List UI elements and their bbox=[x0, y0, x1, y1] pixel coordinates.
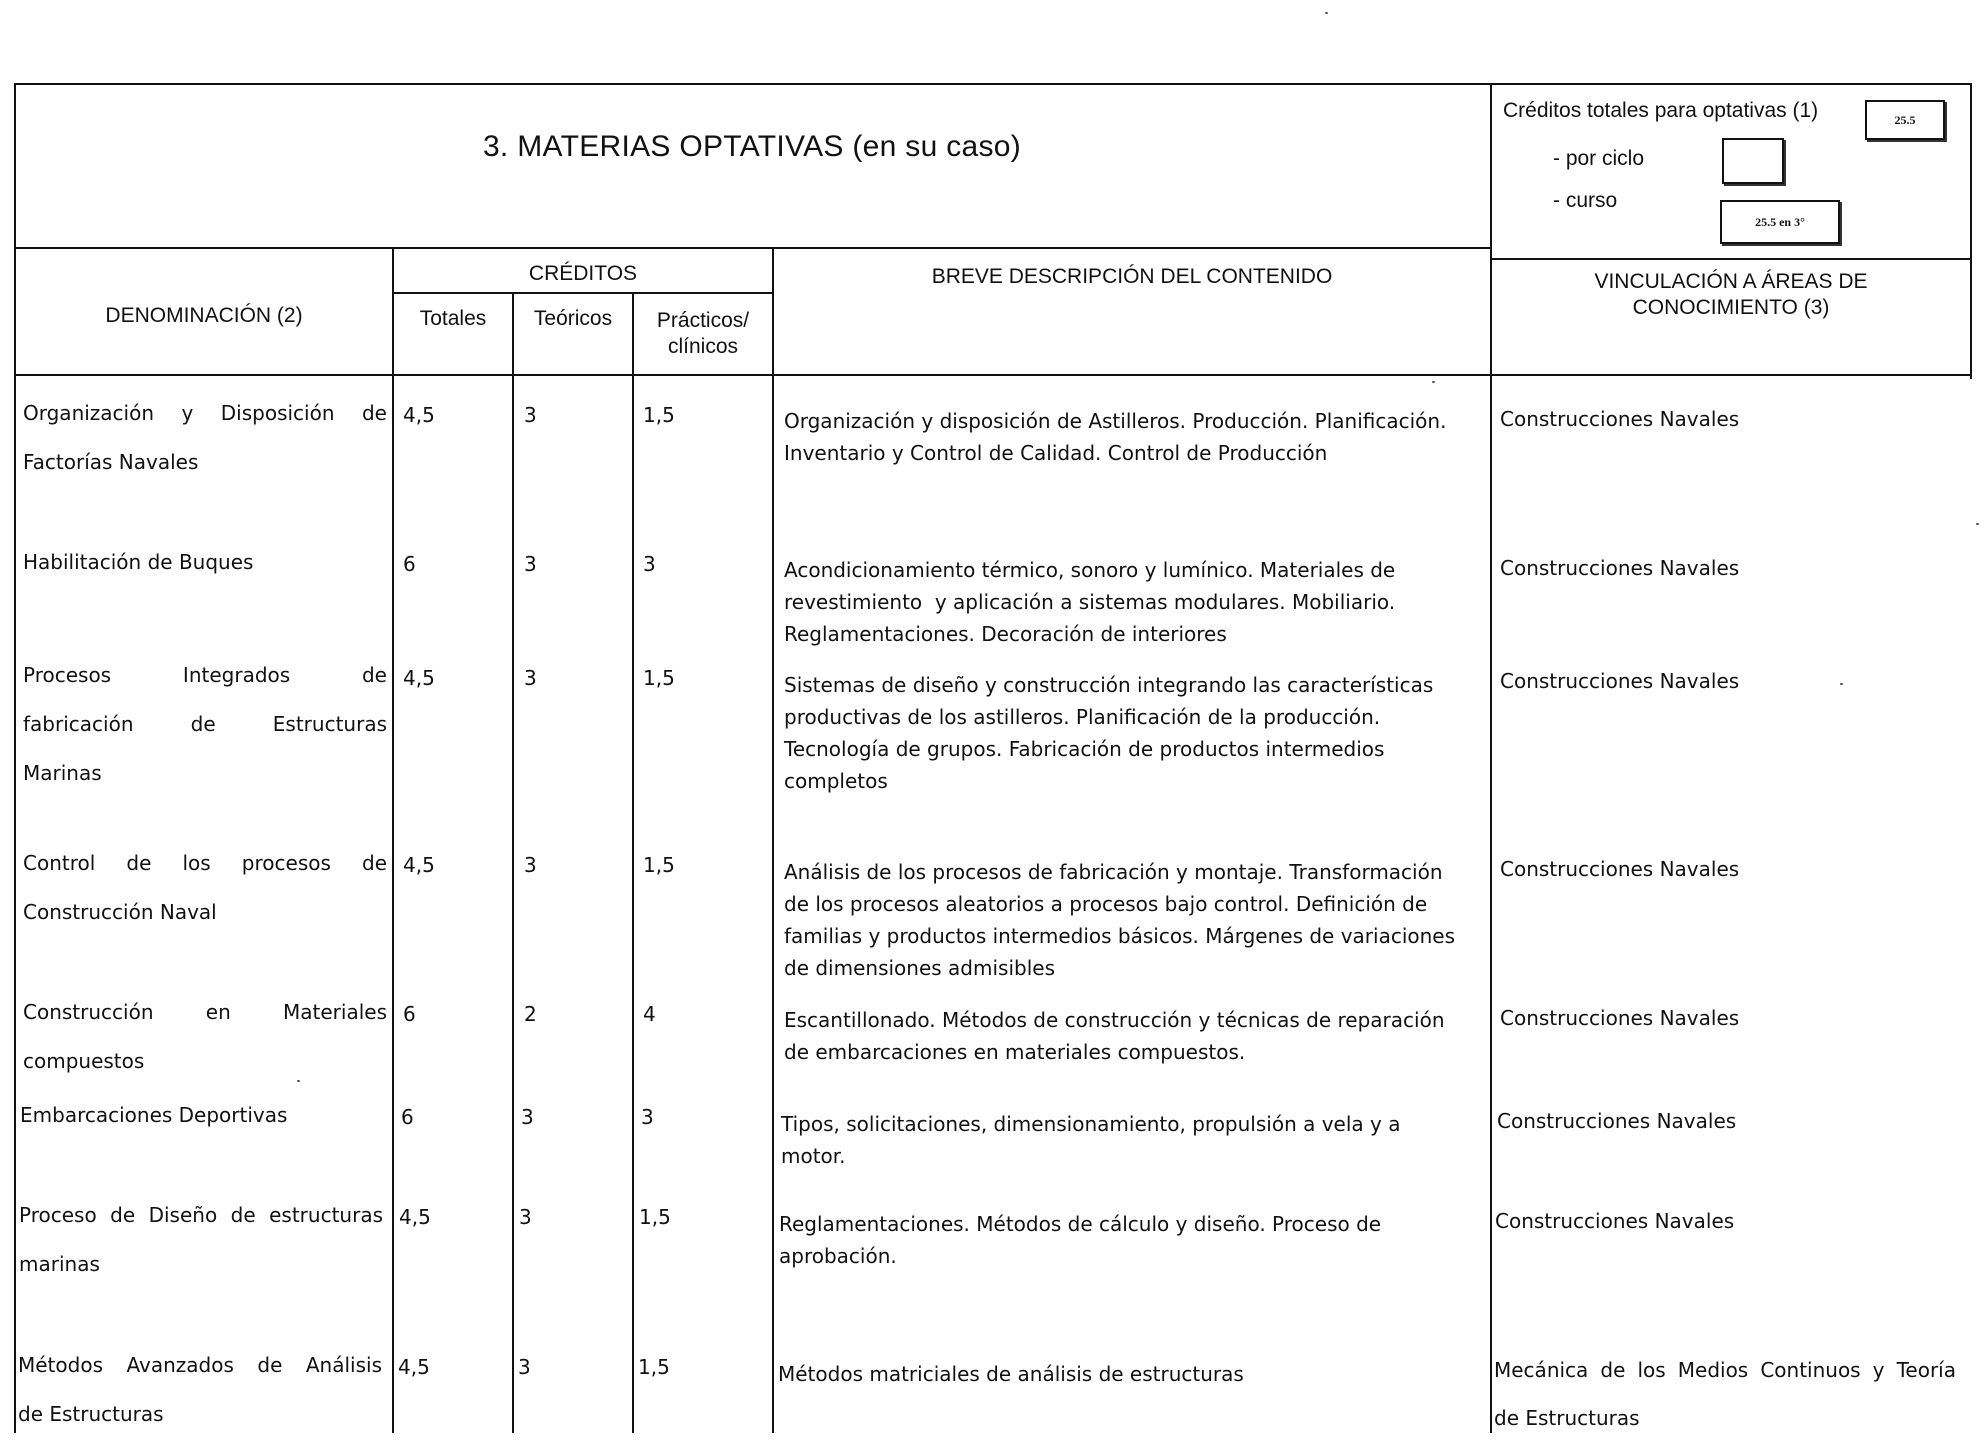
row-2-desc-line3: Reglamentaciones. Decoración de interiores bbox=[784, 622, 1227, 646]
row-2-desc-line1: Acondicionamiento térmico, sonoro y lumínico. Materiales de bbox=[784, 558, 1396, 582]
row-1-desc-line2: Inventario y Control de Calidad. Control de Producción bbox=[784, 441, 1328, 465]
row-4-totales: 4,5 bbox=[403, 853, 435, 877]
row-3-teoricos: 3 bbox=[524, 666, 537, 690]
row-6-practicos: 3 bbox=[641, 1105, 654, 1129]
scan-speck bbox=[297, 1080, 300, 1082]
creditos-totales-label: Créditos totales para optativas (1) bbox=[1503, 99, 1819, 122]
row-8-area-line1: Mecánica de los Medios Continuos y Teoría bbox=[1494, 1358, 1956, 1382]
row-2-den-line1: Habilitación de Buques bbox=[23, 550, 254, 574]
col-line-3 bbox=[632, 294, 634, 1433]
row-6-desc-line2: motor. bbox=[781, 1144, 846, 1168]
row-5-area: Construcciones Navales bbox=[1500, 1006, 1740, 1030]
row-8-area-line2: de Estructuras bbox=[1494, 1406, 1640, 1430]
row-8-area bbox=[1494, 1346, 1956, 1442]
table-row-3-denominacion bbox=[23, 651, 387, 798]
row-4-desc-line1: Análisis de los procesos de fabricación y montaje. Transformación bbox=[784, 860, 1443, 884]
row-4-area: Construcciones Navales bbox=[1500, 857, 1740, 881]
table-border-left bbox=[14, 83, 16, 1433]
row-3-desc-line4: completos bbox=[784, 769, 888, 793]
table-border-top bbox=[14, 83, 1972, 85]
col-totales: Totales bbox=[419, 307, 487, 330]
col-teoricos: Teóricos bbox=[533, 307, 613, 330]
column-header-separator bbox=[14, 374, 1972, 376]
row-1-teoricos: 3 bbox=[524, 403, 537, 427]
row-3-desc-line1: Sistemas de diseño y construcción integrando las características bbox=[784, 673, 1434, 697]
col-practicos bbox=[634, 308, 772, 360]
col-vinculacion-line1: VINCULACIÓN A ÁREAS DE bbox=[1594, 270, 1868, 293]
row-8-teoricos: 3 bbox=[518, 1355, 531, 1379]
table-row-6-denominacion bbox=[20, 1091, 384, 1140]
row-1-den-line1: Organización y Disposición de bbox=[23, 401, 387, 425]
row-7-den-line2: marinas bbox=[19, 1252, 100, 1276]
col-denominacion: DENOMINACIÓN (2) bbox=[105, 304, 303, 327]
row-3-descripcion bbox=[784, 669, 1433, 797]
creditos-totales-box: 25.5 bbox=[1865, 100, 1945, 140]
row-8-desc-line1: Métodos matriciales de análisis de estructuras bbox=[778, 1362, 1244, 1386]
row-6-teoricos: 3 bbox=[521, 1105, 534, 1129]
row-7-desc-line1: Reglamentaciones. Métodos de cálculo y diseño. Proceso de bbox=[779, 1212, 1382, 1236]
row-3-den-line2: fabricación de Estructuras bbox=[23, 712, 387, 736]
row-6-den-line1: Embarcaciones Deportivas bbox=[20, 1103, 288, 1127]
col-creditos: CRÉDITOS bbox=[528, 262, 638, 285]
row-5-descripcion bbox=[784, 1004, 1445, 1068]
row-3-desc-line3: Tecnología de grupos. Fabricación de productos intermedios bbox=[784, 737, 1385, 761]
row-6-area: Construcciones Navales bbox=[1497, 1109, 1737, 1133]
row-7-den-line1: Proceso de Diseño de estructuras bbox=[19, 1203, 383, 1227]
row-4-desc-line4: de dimensiones admisibles bbox=[784, 956, 1055, 980]
creditos-subseparator bbox=[392, 292, 772, 294]
curso-label: - curso bbox=[1553, 189, 1618, 212]
table-row-7-denominacion bbox=[19, 1191, 383, 1289]
row-7-desc-line2: aprobación. bbox=[779, 1244, 897, 1268]
table-row-4-denominacion bbox=[23, 839, 387, 937]
table-row-2-denominacion bbox=[23, 538, 387, 587]
row-3-den-line3: Marinas bbox=[23, 761, 102, 785]
row-8-den-line2: de Estructuras bbox=[18, 1402, 164, 1426]
row-8-totales: 4,5 bbox=[398, 1355, 430, 1379]
col-vinculacion-line2: CONOCIMIENTO (3) bbox=[1632, 296, 1830, 319]
col-line-4 bbox=[772, 249, 774, 1433]
row-4-teoricos: 3 bbox=[524, 853, 537, 877]
scan-speck bbox=[1432, 381, 1435, 383]
col-line-1 bbox=[392, 249, 394, 1433]
col-line-2 bbox=[512, 294, 514, 1433]
row-5-totales: 6 bbox=[403, 1002, 416, 1026]
row-5-practicos: 4 bbox=[643, 1002, 656, 1026]
row-6-totales: 6 bbox=[401, 1105, 414, 1129]
row-5-den-line2: compuestos bbox=[23, 1049, 145, 1073]
row-4-den-line2: Construcción Naval bbox=[23, 900, 217, 924]
table-row-1-denominacion bbox=[23, 389, 387, 487]
row-1-descripcion bbox=[784, 405, 1446, 469]
row-3-area: Construcciones Navales bbox=[1500, 669, 1740, 693]
row-8-practicos: 1,5 bbox=[638, 1355, 670, 1379]
row-4-desc-line3: familias y productos intermedios básicos. Márgenes de variaciones bbox=[784, 924, 1456, 948]
curso-box: 25.5 en 3° bbox=[1720, 200, 1840, 244]
row-2-descripcion bbox=[784, 554, 1395, 650]
table-row-8-denominacion bbox=[18, 1341, 382, 1439]
row-5-desc-line1: Escantillonado. Métodos de construcción y técnicas de reparación bbox=[784, 1008, 1445, 1032]
row-2-desc-line2: revestimiento y aplicación a sistemas modulares. Mobiliario. bbox=[784, 590, 1396, 614]
header-separator bbox=[14, 247, 1490, 249]
row-3-totales: 4,5 bbox=[403, 666, 435, 690]
row-7-area: Construcciones Navales bbox=[1495, 1209, 1735, 1233]
row-3-practicos: 1,5 bbox=[643, 666, 675, 690]
row-4-practicos: 1,5 bbox=[643, 853, 675, 877]
table-row-5-denominacion bbox=[23, 988, 387, 1086]
row-1-desc-line1: Organización y disposición de Astilleros. Producción. Planificación. bbox=[784, 409, 1447, 433]
row-1-area: Construcciones Navales bbox=[1500, 407, 1740, 431]
page-title: 3. MATERIAS OPTATIVAS (en su caso) bbox=[482, 130, 1022, 163]
scan-speck bbox=[1840, 683, 1843, 685]
row-4-den-line1: Control de los procesos de bbox=[23, 851, 387, 875]
table-border-right bbox=[1970, 83, 1972, 379]
row-5-den-line1: Construcción en Materiales bbox=[23, 1000, 387, 1024]
row-5-desc-line2: de embarcaciones en materiales compuestos. bbox=[784, 1040, 1246, 1064]
row-3-desc-line2: productivas de los astilleros. Planificación de la producción. bbox=[784, 705, 1381, 729]
row-1-totales: 4,5 bbox=[403, 403, 435, 427]
row-2-area: Construcciones Navales bbox=[1500, 556, 1740, 580]
row-1-practicos: 1,5 bbox=[643, 403, 675, 427]
row-4-descripcion bbox=[784, 856, 1455, 984]
por-ciclo-box bbox=[1722, 138, 1784, 184]
row-1-den-line2: Factorías Navales bbox=[23, 450, 199, 474]
col-vinculacion bbox=[1492, 269, 1970, 321]
row-2-teoricos: 3 bbox=[524, 552, 537, 576]
por-ciclo-label: - por ciclo bbox=[1553, 147, 1645, 170]
col-practicos-line1: Prácticos/ bbox=[656, 309, 750, 332]
scan-speck bbox=[1325, 12, 1328, 14]
row-2-practicos: 3 bbox=[643, 552, 656, 576]
row-7-descripcion bbox=[779, 1208, 1381, 1272]
row-7-totales: 4,5 bbox=[399, 1205, 431, 1229]
row-6-descripcion bbox=[781, 1108, 1400, 1172]
col-descripcion: BREVE DESCRIPCIÓN DEL CONTENIDO bbox=[931, 265, 1333, 288]
row-4-desc-line2: de los procesos aleatorios a procesos bajo control. Definición de bbox=[784, 892, 1428, 916]
col-practicos-line2: clínicos bbox=[667, 335, 739, 358]
row-7-teoricos: 3 bbox=[519, 1205, 532, 1229]
row-8-descripcion bbox=[778, 1358, 1244, 1390]
row-7-practicos: 1,5 bbox=[639, 1205, 671, 1229]
row-8-den-line1: Métodos Avanzados de Análisis bbox=[18, 1353, 382, 1377]
row-5-teoricos: 2 bbox=[524, 1002, 537, 1026]
row-2-totales: 6 bbox=[403, 552, 416, 576]
header-separator-right bbox=[1490, 258, 1972, 260]
scan-speck bbox=[1976, 523, 1979, 525]
row-6-desc-line1: Tipos, solicitaciones, dimensionamiento, propulsión a vela y a bbox=[781, 1112, 1401, 1136]
row-3-den-line1: Procesos Integrados de bbox=[23, 663, 387, 687]
